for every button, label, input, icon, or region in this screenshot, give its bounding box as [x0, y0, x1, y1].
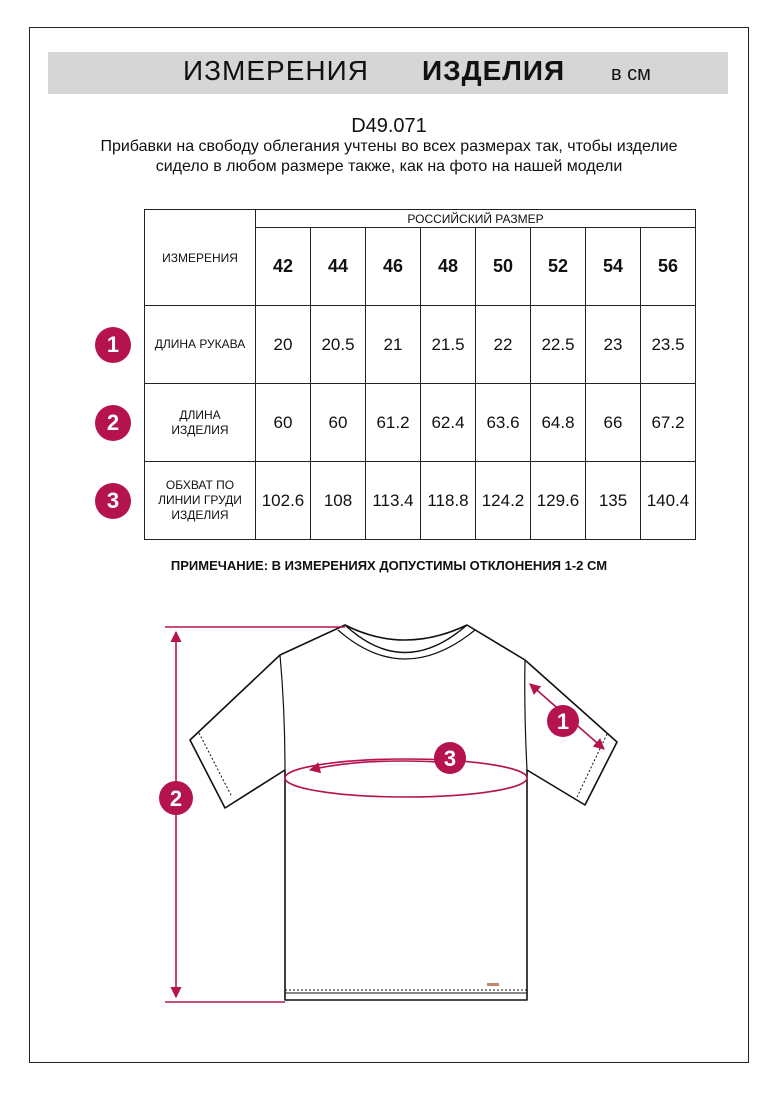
table-cell: 66	[586, 384, 641, 462]
table-row	[145, 306, 696, 384]
length-measure	[165, 627, 345, 1002]
table-cell: 108	[311, 462, 366, 540]
fit-note: Прибавки на свободу облегания учтены во всех размерах так, чтобы изделие сидело в любом размере также, как на фото на нашей модели	[100, 138, 678, 175]
table-cell: 113.4	[366, 462, 421, 540]
row-label-length-text: ДЛИНА ИЗДЕЛИЯ	[171, 407, 229, 437]
table-cell: 67.2	[641, 384, 696, 462]
table-cell: 22	[476, 306, 531, 384]
marker-length	[159, 781, 193, 815]
table-cell: 140.4	[641, 462, 696, 540]
chest-measure	[285, 759, 527, 797]
table-cell: 23	[586, 306, 641, 384]
table-cell: 135	[586, 462, 641, 540]
row-label-length	[145, 384, 256, 462]
tshirt-diagram	[0, 600, 778, 1020]
size-cell: 52	[531, 228, 586, 306]
marker-length-label: 2	[169, 786, 183, 811]
title-unit: в см	[611, 63, 651, 85]
marker-chest	[434, 742, 466, 774]
table-cell: 102.6	[256, 462, 311, 540]
table-cell: 21.5	[421, 306, 476, 384]
tolerance-note: ПРИМЕЧАНИЕ: В ИЗМЕРЕНИЯХ ДОПУСТИМЫ ОТКЛОНЕНИЯ 1-2 СМ	[170, 558, 608, 573]
chest-arrow	[310, 761, 440, 770]
row-label-sleeve: ДЛИНА РУКАВА	[145, 306, 256, 384]
marker-sleeve-label: 1	[556, 709, 570, 734]
row-marker-3: 3	[95, 483, 131, 519]
row-label-chest-text: ОБХВАТ ПО ЛИНИИ ГРУДИ ИЗДЕЛИЯ	[158, 478, 242, 522]
size-cell: 48	[421, 228, 476, 306]
size-cell: 54	[586, 228, 641, 306]
table-cell: 20	[256, 306, 311, 384]
article-number: D49.071	[351, 115, 427, 137]
table-row	[145, 462, 696, 540]
size-cell: 42	[256, 228, 311, 306]
row-marker-2: 2	[95, 405, 131, 441]
table-cell: 21	[366, 306, 421, 384]
table-cell: 124.2	[476, 462, 531, 540]
table-cell: 61.2	[366, 384, 421, 462]
size-cell: 44	[311, 228, 366, 306]
table-cell: 63.6	[476, 384, 531, 462]
table-cell: 23.5	[641, 306, 696, 384]
title-measurements: ИЗМЕРЕНИЯ	[183, 55, 369, 86]
size-cell: 50	[476, 228, 531, 306]
row-label-chest	[145, 462, 256, 540]
row-marker-1: 1	[95, 327, 131, 363]
title-product: ИЗДЕЛИЯ	[422, 55, 566, 86]
marker-chest-label: 3	[443, 746, 457, 771]
size-cell: 56	[641, 228, 696, 306]
table-cell: 64.8	[531, 384, 586, 462]
measurements-header: ИЗМЕРЕНИЯ	[145, 210, 256, 306]
table-cell: 129.6	[531, 462, 586, 540]
table-cell: 60	[311, 384, 366, 462]
table-cell: 22.5	[531, 306, 586, 384]
size-table	[144, 209, 696, 540]
table-cell: 62.4	[421, 384, 476, 462]
size-cell: 46	[366, 228, 421, 306]
table-cell: 118.8	[421, 462, 476, 540]
tshirt-outline	[190, 625, 617, 1000]
marker-sleeve	[547, 705, 579, 737]
table-cell: 60	[256, 384, 311, 462]
russian-size-header: РОССИЙСКИЙ РАЗМЕР	[256, 210, 696, 228]
table-cell: 20.5	[311, 306, 366, 384]
table-row	[145, 384, 696, 462]
hem-label-tag	[487, 983, 499, 986]
